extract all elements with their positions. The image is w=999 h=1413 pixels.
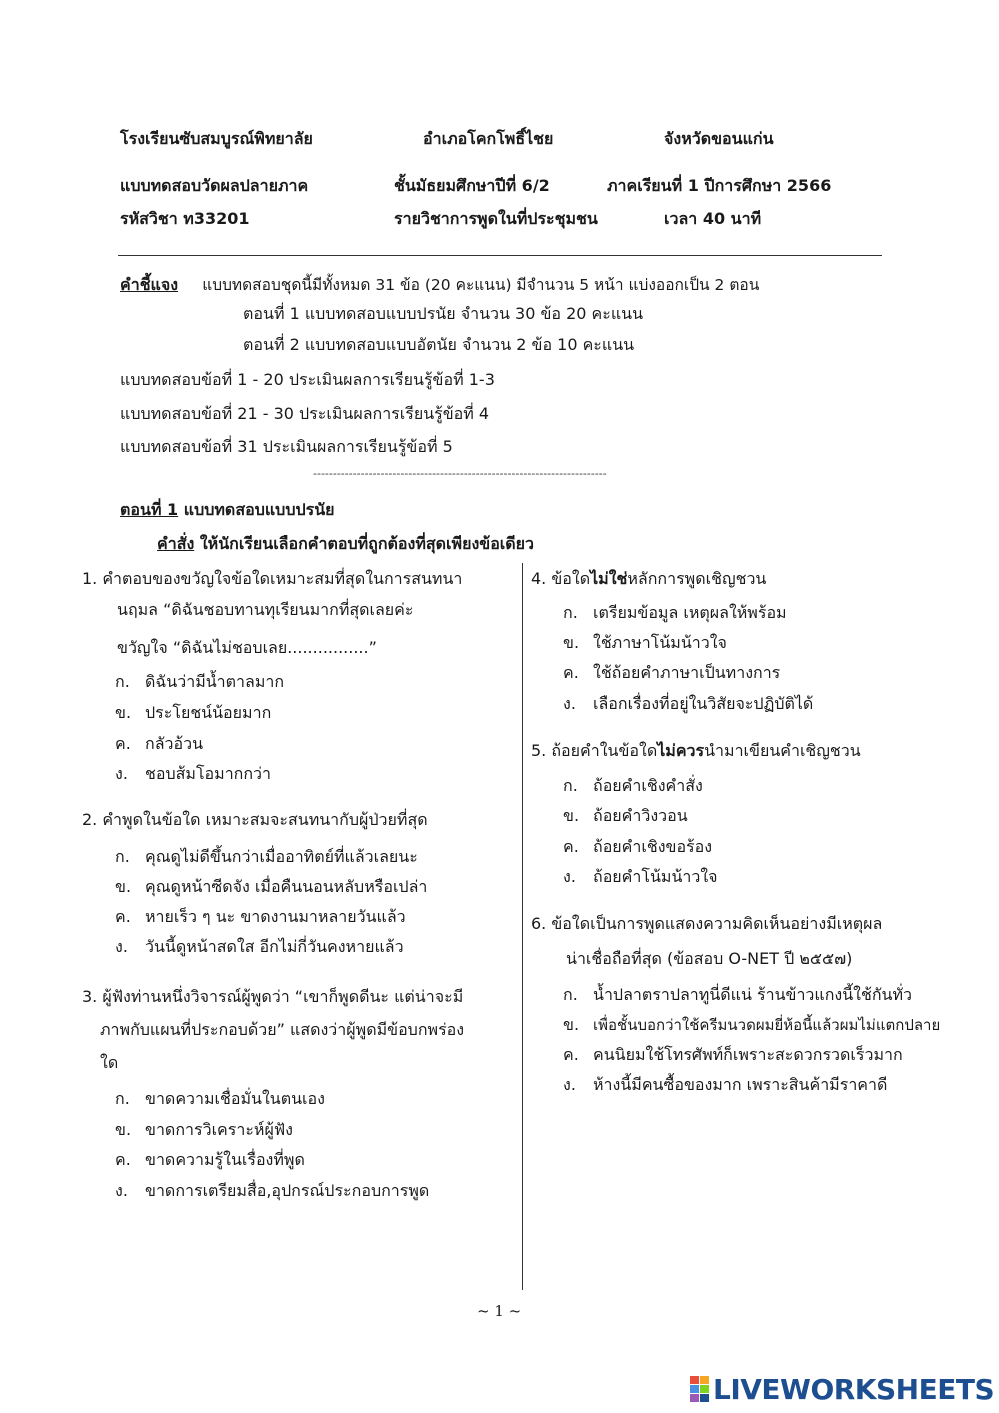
q2-stem: 2. คำพูดในข้อใด เหมาะสมจะสนทนากับผู้ป่วยที่สุด	[82, 810, 428, 829]
q3-option[interactable]	[115, 1148, 305, 1173]
option-letter: ก.	[115, 672, 130, 691]
q6-option[interactable]	[563, 1013, 940, 1038]
option-text: คุณดูหน้าซีดจัง เมื่อคืนนอนหลับหรือเปล่า	[145, 877, 428, 896]
course-name: รายวิชาการพูดในที่ประชุมชน	[394, 209, 598, 228]
option-text: ประโยชน์น้อยมาก	[145, 703, 272, 722]
q6-stem-line2: น่าเชื่อถือที่สุด (ข้อสอบ O-NET ปี ๒๕๕๗)	[566, 949, 853, 968]
district: อำเภอโคกโพธิ์ไชย	[423, 129, 554, 148]
option-text: เตรียมข้อมูล เหตุผลให้พร้อม	[593, 603, 787, 622]
q3-stem-line3: ใด	[100, 1053, 119, 1072]
option-letter: ข.	[563, 1015, 580, 1034]
q4-stem-suffix: หลักการพูดเชิญชวน	[627, 569, 767, 588]
q5-stem-suffix: นำมาเขียนคำเชิญชวน	[704, 741, 861, 760]
school-name: โรงเรียนซับสมบูรณ์พิทยาลัย	[120, 129, 313, 148]
option-letter: ค.	[563, 663, 579, 682]
option-text: ชอบส้มโอมากกว่า	[145, 764, 272, 783]
q6-stem-line1: 6. ข้อใดเป็นการพูดแสดงความคิดเห็นอย่างมีเหตุผล	[531, 914, 883, 933]
option-text: ถ้อยคำเชิงคำสั่ง	[593, 776, 703, 795]
option-letter: ค.	[115, 1150, 131, 1169]
option-text: ขาดการวิเคราะห์ผู้ฟัง	[145, 1120, 293, 1139]
option-letter: ข.	[563, 806, 580, 825]
liveworksheets-logo[interactable]	[690, 1373, 994, 1405]
q4-option[interactable]	[563, 661, 780, 686]
option-text: ใช้ถ้อยคำภาษาเป็นทางการ	[593, 663, 781, 682]
option-letter: ง.	[115, 937, 128, 956]
option-text: เลือกเรื่องที่อยู่ในวิสัยจะปฏิบัติได้	[593, 694, 814, 713]
option-letter: ข.	[563, 633, 580, 652]
part1-command	[157, 532, 534, 557]
option-text: ดิฉันว่ามีน้ำตาลมาก	[145, 672, 285, 691]
option-text: ขาดความเชื่อมั่นในตนเอง	[145, 1089, 325, 1108]
option-letter: ง.	[563, 867, 576, 886]
course-code: รหัสวิชา ท33201	[120, 209, 250, 228]
q4-option[interactable]	[563, 692, 813, 717]
assessment-1: แบบทดสอบข้อที่ 1 - 20 ประเมินผลการเรียนรู้ข้อที่ 1-3	[120, 370, 495, 389]
option-text: ถ้อยคำวิงวอน	[593, 806, 688, 825]
header-divider	[118, 255, 882, 256]
q6-option[interactable]	[563, 983, 912, 1008]
q4-option[interactable]	[563, 601, 787, 626]
part1-title-label: ตอนที่ 1	[120, 500, 179, 519]
q5-option[interactable]	[563, 804, 688, 829]
province: จังหวัดขอนแก่น	[664, 129, 774, 148]
q2-option[interactable]	[115, 935, 404, 960]
exam-time: เวลา 40 นาที	[664, 209, 762, 228]
q5-option[interactable]	[563, 865, 718, 890]
option-text: วันนี้ดูหน้าสดใส อีกไม่กี่วันคงหายแล้ว	[145, 937, 404, 956]
option-text: ขาดความรู้ในเรื่องที่พูด	[145, 1150, 305, 1169]
q3-stem-line1: 3. ผู้ฟังท่านหนึ่งวิจารณ์ผู้พูดว่า “เขาก็พูดดีนะ แต่น่าจะมี	[82, 987, 464, 1006]
q1-option[interactable]	[115, 732, 203, 757]
option-letter: ก.	[115, 847, 130, 866]
option-text: น้ำปลาตราปลาทูนี่ดีแน่ ร้านข้าวแกงนี้ใช้กันทั่ว	[593, 985, 912, 1004]
option-letter: ก.	[563, 603, 578, 622]
option-text: ถ้อยคำเชิงขอร้อง	[593, 837, 713, 856]
q2-option[interactable]	[115, 905, 406, 930]
part1-info: ตอนที่ 1 แบบทดสอบแบบปรนัย จำนวน 30 ข้อ 20 คะแนน	[243, 304, 644, 323]
part1-title	[120, 498, 335, 523]
q6-option[interactable]	[563, 1073, 887, 1098]
q1-stem-line1: 1. คำตอบของขวัญใจข้อใดเหมาะสมที่สุดในการสนทนา	[82, 569, 463, 588]
option-text: กลัวอ้วน	[145, 734, 204, 753]
grade-level: ชั้นมัธยมศึกษาปีที่ 6/2	[394, 176, 550, 195]
q4-option[interactable]	[563, 631, 727, 656]
option-letter: ค.	[115, 734, 131, 753]
assessment-2: แบบทดสอบข้อที่ 21 - 30 ประเมินผลการเรียนรู้ข้อที่ 4	[120, 404, 490, 423]
q5-option[interactable]	[563, 835, 712, 860]
option-letter: ก.	[115, 1089, 130, 1108]
term: ภาคเรียนที่ 1 ปีการศึกษา 2566	[607, 176, 832, 195]
q5-stem-emphasis: ไม่ควร	[657, 741, 705, 760]
q3-stem-line2: ภาพกับแผนที่ประกอบด้วย” แสดงว่าผู้พูดมีข้อบกพร่อง	[100, 1020, 465, 1039]
option-letter: ง.	[563, 694, 576, 713]
q4-stem-prefix: 4. ข้อใด	[531, 569, 591, 588]
liveworksheets-icon	[690, 1376, 710, 1402]
q2-option[interactable]	[115, 845, 418, 870]
q5-option[interactable]	[563, 774, 703, 799]
q1-stem-line3: ขวัญใจ “ดิฉันไม่ชอบเลย................”	[117, 638, 377, 657]
option-text: คนนิยมใช้โทรศัพท์ก็เพราะสะดวกรวดเร็วมาก	[593, 1045, 903, 1064]
q1-stem-line2: นฤมล “ดิฉันชอบทานทุเรียนมากที่สุดเลยค่ะ	[117, 600, 414, 619]
instructions-label: คำชี้แจง	[120, 275, 179, 294]
option-letter: ข.	[115, 877, 132, 896]
option-text: ขาดการเตรียมสื่อ,อุปกรณ์ประกอบการพูด	[145, 1181, 430, 1200]
q4-stem	[531, 567, 766, 592]
option-letter: ง.	[563, 1075, 576, 1094]
q4-stem-emphasis: ไม่ใช่	[590, 569, 628, 588]
column-divider	[522, 563, 523, 1290]
option-text: เพื่อชั้นบอกว่าใช้ครีมนวดผมยี่ห้อนี้แล้วผมไม่แตกปลาย	[593, 1016, 941, 1034]
option-letter: ง.	[115, 1181, 128, 1200]
q5-stem	[531, 739, 861, 764]
command-label: คำสั่ง	[157, 534, 195, 553]
assessment-3: แบบทดสอบข้อที่ 31 ประเมินผลการเรียนรู้ข้อที่ 5	[120, 437, 453, 456]
instructions-text: แบบทดสอบชุดนี้มีทั้งหมด 31 ข้อ (20 คะแนน) มีจำนวน 5 หน้า แบ่งออกเป็น 2 ตอน	[202, 276, 760, 294]
option-letter: ค.	[115, 907, 131, 926]
option-text: หายเร็ว ๆ นะ ขาดงานมาหลายวันแล้ว	[145, 907, 406, 926]
option-text: ห้างนี้มีคนซื้อของมาก เพราะสินค้ามีราคาดี	[593, 1075, 888, 1094]
page-number: ~ 1 ~	[477, 1302, 522, 1320]
q2-option[interactable]	[115, 875, 427, 900]
option-letter: ข.	[115, 1120, 132, 1139]
option-letter: ค.	[563, 1045, 579, 1064]
instructions-summary	[120, 272, 759, 298]
q1-option[interactable]	[115, 670, 284, 695]
option-text: ถ้อยคำโน้มน้าวใจ	[593, 867, 718, 886]
q3-option[interactable]	[115, 1179, 429, 1204]
option-letter: ก.	[563, 776, 578, 795]
part2-info: ตอนที่ 2 แบบทดสอบแบบอัตนัย จำนวน 2 ข้อ 10 คะแนน	[243, 335, 635, 354]
option-letter: ก.	[563, 985, 578, 1004]
q3-option[interactable]	[115, 1087, 325, 1112]
part1-title-text: แบบทดสอบแบบปรนัย	[178, 500, 335, 519]
q1-option[interactable]	[115, 701, 271, 726]
option-text: คุณดูไม่ดีขึ้นกว่าเมื่ออาทิตย์ที่แล้วเลยนะ	[145, 847, 418, 866]
q5-stem-prefix: 5. ถ้อยคำในข้อใด	[531, 741, 658, 760]
option-letter: ง.	[115, 764, 128, 783]
dashed-separator: --------------------------------------------------------------------------	[313, 467, 607, 480]
option-text: ใช้ภาษาโน้มน้าวใจ	[593, 633, 727, 652]
q1-option[interactable]	[115, 762, 271, 787]
exam-type: แบบทดสอบวัดผลปลายภาค	[120, 176, 309, 195]
q3-option[interactable]	[115, 1118, 293, 1143]
option-letter: ข.	[115, 703, 132, 722]
q6-option[interactable]	[563, 1043, 903, 1068]
option-letter: ค.	[563, 837, 579, 856]
brand-text: LIVEWORKSHEETS	[713, 1372, 995, 1406]
command-text: ให้นักเรียนเลือกคำตอบที่ถูกต้องที่สุดเพียงข้อเดียว	[194, 534, 535, 553]
